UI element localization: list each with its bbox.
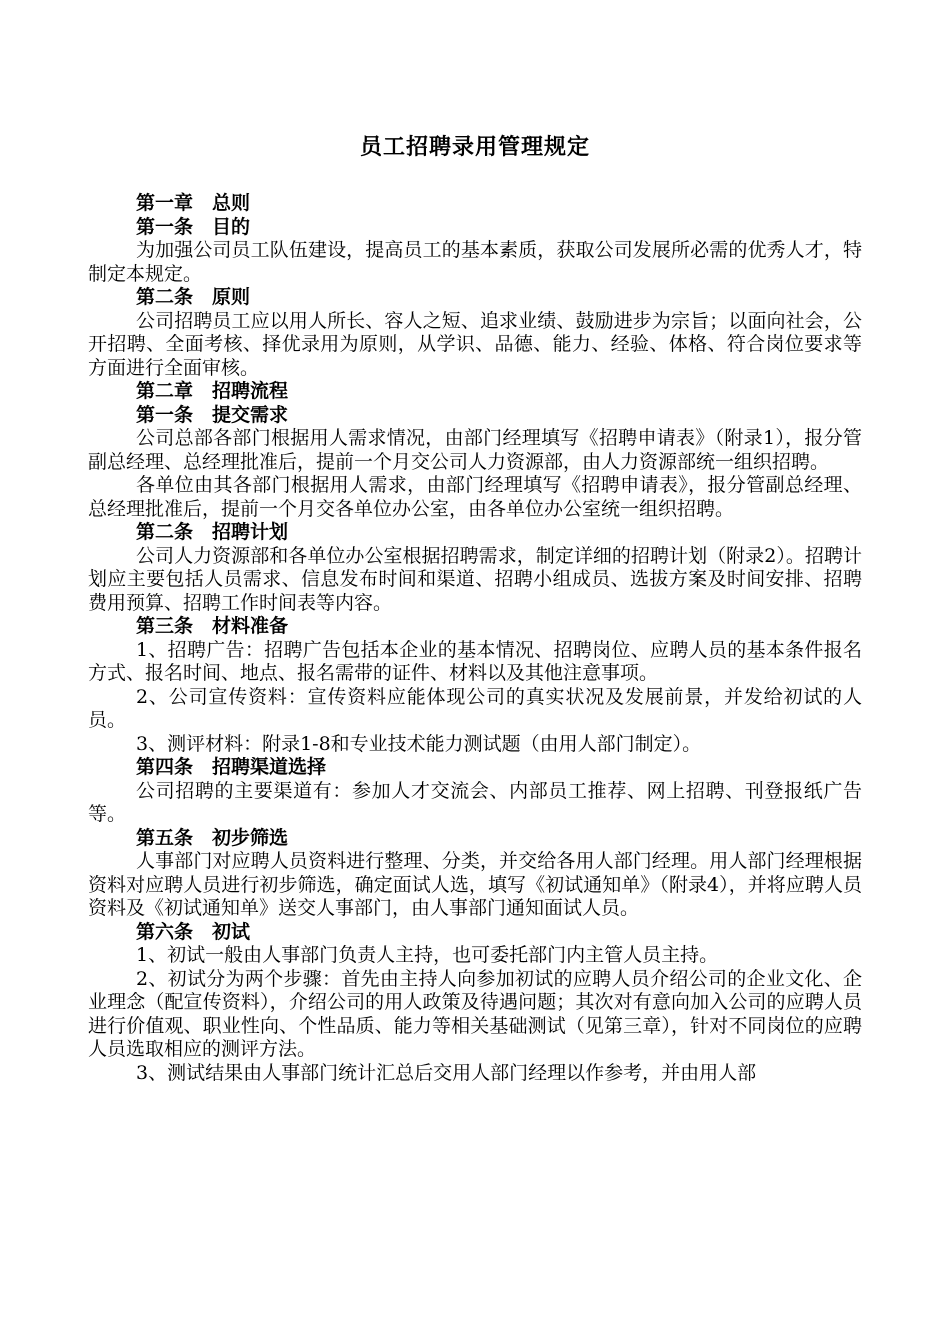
paragraph: 1、初试一般由人事部门负责人主持，也可委托部门内主管人员主持。 (136, 944, 719, 966)
paragraph: 2、公司宣传资料：宣传资料应能体现公司的真实状况及发展前景，并发给初试的人员。 (88, 685, 862, 731)
document-body (88, 192, 862, 1085)
paragraph: 公司招聘员工应以用人所长、容人之短、追求业绩、鼓励进步为宗旨；以面向社会，公开招聘、全面考核、择优录用为原则，从学识、品德、能力、经验、体格、符合岗位要求等方面进行全面审核。 (88, 309, 862, 379)
article-heading: 第一条 目的 (136, 215, 251, 238)
article-heading: 第一条 提交需求 (136, 403, 289, 426)
paragraph: 1、招聘广告：招聘广告包括本企业的基本情况、招聘岗位、应聘人员的基本条件报名方式、报名时间、地点、报名需带的证件、材料以及其他注意事项。 (88, 638, 862, 684)
article-heading: 第二条 招聘计划 (136, 521, 289, 543)
document-page (88, 128, 862, 1085)
article-heading: 第四条 招聘渠道选择 (136, 756, 327, 778)
paragraph: 公司人力资源部和各单位办公室根据招聘需求，制定详细的招聘计划（附录2）。招聘计划应主要包括人员需求、信息发布时间和渠道、招聘小组成员、选拔方案及时间安排、招聘费用预算、招聘工作时间表等内容。 (88, 544, 862, 614)
paragraph: 为加强公司员工队伍建设，提高员工的基本素质，获取公司发展所必需的优秀人才，特制定本规定。 (88, 239, 862, 285)
chapter-heading: 第一章 总则 (136, 192, 251, 214)
paragraph: 3、测试结果由人事部门统计汇总后交用人部门经理以作参考，并由用人部 (136, 1061, 757, 1084)
paragraph: 各单位由其各部门根据用人需求，由部门经理填写《招聘申请表》，报分管副总经理、总经理批准后，提前一个月交各单位办公室，由各单位办公室统一组织招聘。 (88, 474, 862, 520)
chapter-heading: 第二章 招聘流程 (136, 380, 289, 402)
article-heading: 第二条 原则 (136, 286, 251, 308)
article-heading: 第五条 初步筛选 (136, 826, 289, 849)
document-title: 员工招聘录用管理规定 (359, 135, 590, 160)
article-heading: 第三条 材料准备 (136, 615, 289, 637)
paragraph: 公司总部各部门根据用人需求情况，由部门经理填写《招聘申请表》（附录1），报分管副总经理、总经理批准后，提前一个月交公司人力资源部，由人力资源部统一组织招聘。 (88, 427, 862, 473)
paragraph: 人事部门对应聘人员资料进行整理、分类，并交给各用人部门经理。用人部门经理根据资料对应聘人员进行初步筛选，确定面试人选，填写《初试通知单》（附录4），并将应聘人员资料及《初试通知单》送交人事部门，由人事部门通知面试人员。 (88, 850, 862, 919)
paragraph: 公司招聘的主要渠道有：参加人才交流会、内部员工推荐、网上招聘、刊登报纸广告等。 (88, 779, 862, 825)
article-heading: 第六条 初试 (136, 920, 251, 943)
paragraph: 3、测评材料：附录1-8和专业技术能力测试题（由用人部门制定）。 (136, 732, 702, 755)
paragraph: 2、初试分为两个步骤：首先由主持人向参加初试的应聘人员介绍公司的企业文化、企业理念（配宣传资料），介绍公司的用人政策及待遇问题；其次对有意向加入公司的应聘人员进行价值观、职业性向、个性品质、能力等相关基础测试（见第三章），针对不同岗位的应聘人员选取相应的测评方法。 (88, 967, 862, 1060)
